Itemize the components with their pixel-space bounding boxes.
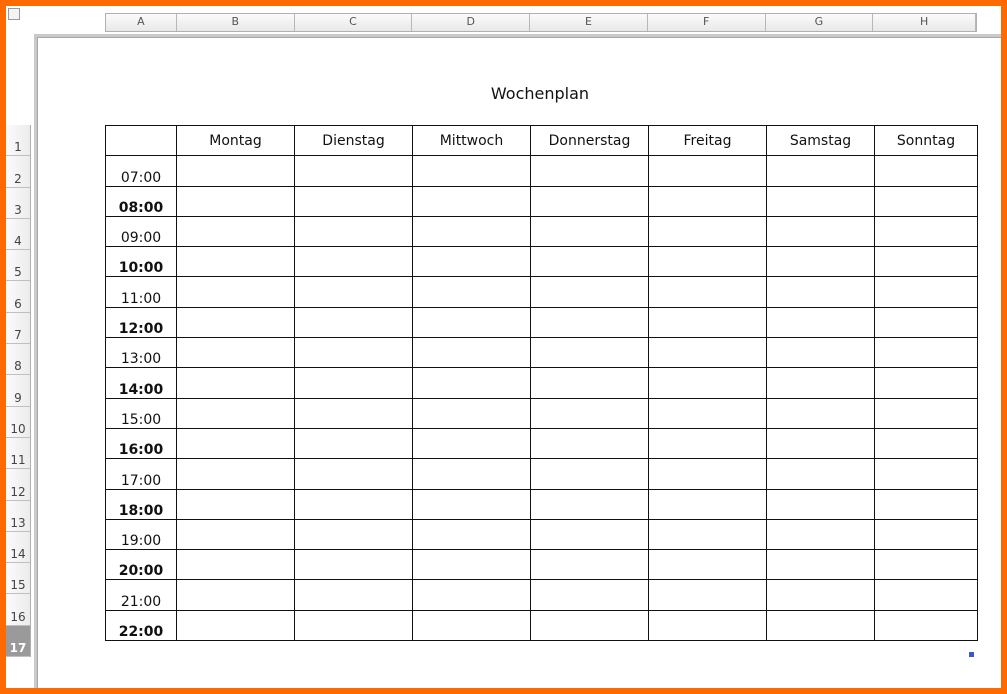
day-header-cell[interactable]: Montag <box>177 126 295 156</box>
schedule-cell[interactable] <box>649 156 767 186</box>
column-header-bar <box>105 13 977 32</box>
schedule-cell[interactable] <box>295 519 413 549</box>
schedule-cell[interactable] <box>649 550 767 580</box>
day-header-cell[interactable]: Sonntag <box>875 126 978 156</box>
schedule-cell[interactable] <box>531 610 649 640</box>
schedule-cell[interactable] <box>875 428 978 458</box>
select-all-corner[interactable] <box>8 8 20 20</box>
schedule-cell[interactable] <box>531 277 649 307</box>
time-cell[interactable]: 07:00 <box>106 156 177 186</box>
schedule-cell[interactable] <box>875 338 978 368</box>
table-row <box>106 307 978 337</box>
schedule-cell[interactable] <box>531 156 649 186</box>
schedule-cell[interactable] <box>413 580 531 610</box>
row-header-14[interactable]: 14 <box>6 532 30 563</box>
schedule-cell[interactable] <box>875 277 978 307</box>
schedule-cell[interactable] <box>177 489 295 519</box>
time-cell[interactable]: 16:00 <box>106 428 177 458</box>
schedule-cell[interactable] <box>413 216 531 246</box>
table-row <box>106 216 978 246</box>
column-header-e[interactable]: E <box>530 14 648 31</box>
schedule-cell[interactable] <box>875 580 978 610</box>
schedule-cell[interactable] <box>177 307 295 337</box>
schedule-cell[interactable] <box>767 580 875 610</box>
schedule-cell[interactable] <box>295 459 413 489</box>
schedule-cell[interactable] <box>413 519 531 549</box>
schedule-cell[interactable] <box>767 247 875 277</box>
table-row <box>106 156 978 186</box>
time-cell[interactable]: 21:00 <box>106 580 177 610</box>
schedule-cell[interactable] <box>413 307 531 337</box>
time-cell[interactable]: 14:00 <box>106 368 177 398</box>
schedule-cell[interactable] <box>177 550 295 580</box>
schedule-cell[interactable] <box>531 398 649 428</box>
table-header-row <box>106 126 978 156</box>
schedule-cell[interactable] <box>649 610 767 640</box>
schedule-cell[interactable] <box>177 398 295 428</box>
schedule-cell[interactable] <box>649 519 767 549</box>
table-row <box>106 519 978 549</box>
fill-handle[interactable] <box>969 652 974 657</box>
schedule-cell[interactable] <box>875 307 978 337</box>
schedule-cell[interactable] <box>295 398 413 428</box>
row-header-17[interactable]: 17 <box>6 626 30 657</box>
schedule-cell[interactable] <box>649 247 767 277</box>
schedule-cell[interactable] <box>295 428 413 458</box>
row-header-3[interactable]: 3 <box>6 188 30 219</box>
schedule-cell[interactable] <box>177 519 295 549</box>
schedule-cell[interactable] <box>875 489 978 519</box>
schedule-cell[interactable] <box>649 428 767 458</box>
row-header-6[interactable]: 6 <box>6 281 30 312</box>
time-cell[interactable]: 20:00 <box>106 550 177 580</box>
schedule-cell[interactable] <box>875 368 978 398</box>
table-row <box>106 398 978 428</box>
schedule-cell[interactable] <box>767 519 875 549</box>
table-row <box>106 338 978 368</box>
schedule-cell[interactable] <box>413 610 531 640</box>
schedule-cell[interactable] <box>531 338 649 368</box>
row-header-10[interactable]: 10 <box>6 407 30 438</box>
column-header-c[interactable]: C <box>295 14 413 31</box>
row-header-15[interactable]: 15 <box>6 563 30 594</box>
schedule-cell[interactable] <box>177 277 295 307</box>
schedule-cell[interactable] <box>767 277 875 307</box>
row-header-16[interactable]: 16 <box>6 594 30 625</box>
table-row <box>106 247 978 277</box>
schedule-cell[interactable] <box>875 459 978 489</box>
schedule-cell[interactable] <box>177 580 295 610</box>
schedule-cell[interactable] <box>649 459 767 489</box>
time-cell[interactable]: 17:00 <box>106 459 177 489</box>
schedule-cell[interactable] <box>649 307 767 337</box>
schedule-cell[interactable] <box>531 186 649 216</box>
schedule-cell[interactable] <box>649 580 767 610</box>
schedule-cell[interactable] <box>875 398 978 428</box>
schedule-cell[interactable] <box>177 338 295 368</box>
schedule-cell[interactable] <box>413 277 531 307</box>
day-header-cell[interactable]: Donnerstag <box>531 126 649 156</box>
schedule-cell[interactable] <box>767 307 875 337</box>
schedule-cell[interactable] <box>767 428 875 458</box>
row-header-5[interactable]: 5 <box>6 250 30 281</box>
schedule-cell[interactable] <box>295 580 413 610</box>
time-cell[interactable]: 10:00 <box>106 247 177 277</box>
column-header-f[interactable]: F <box>648 14 766 31</box>
corner-cell[interactable] <box>106 126 177 156</box>
schedule-cell[interactable] <box>875 550 978 580</box>
schedule-cell[interactable] <box>649 338 767 368</box>
schedule-cell[interactable] <box>875 186 978 216</box>
row-header-8[interactable]: 8 <box>6 344 30 375</box>
schedule-cell[interactable] <box>767 186 875 216</box>
time-cell[interactable]: 18:00 <box>106 489 177 519</box>
schedule-cell[interactable] <box>875 216 978 246</box>
time-cell[interactable]: 15:00 <box>106 398 177 428</box>
schedule-cell[interactable] <box>413 247 531 277</box>
schedule-cell[interactable] <box>875 610 978 640</box>
day-header-cell[interactable]: Dienstag <box>295 126 413 156</box>
schedule-cell[interactable] <box>295 247 413 277</box>
column-header-a[interactable]: A <box>106 14 177 31</box>
table-row <box>106 489 978 519</box>
schedule-cell[interactable] <box>413 186 531 216</box>
schedule-cell[interactable] <box>413 489 531 519</box>
schedule-cell[interactable] <box>531 550 649 580</box>
row-header-13[interactable]: 13 <box>6 501 30 532</box>
schedule-cell[interactable] <box>531 428 649 458</box>
schedule-cell[interactable] <box>649 398 767 428</box>
schedule-cell[interactable] <box>295 277 413 307</box>
schedule-cell[interactable] <box>295 216 413 246</box>
schedule-cell[interactable] <box>295 368 413 398</box>
schedule-cell[interactable] <box>531 580 649 610</box>
time-cell[interactable]: 12:00 <box>106 307 177 337</box>
schedule-cell[interactable] <box>413 428 531 458</box>
schedule-cell[interactable] <box>531 459 649 489</box>
time-cell[interactable]: 09:00 <box>106 216 177 246</box>
schedule-cell[interactable] <box>295 186 413 216</box>
sheet-title[interactable]: Wochenplan <box>490 84 590 103</box>
schedule-cell[interactable] <box>295 550 413 580</box>
schedule-cell[interactable] <box>177 368 295 398</box>
schedule-cell[interactable] <box>649 489 767 519</box>
table-row <box>106 610 978 640</box>
schedule-cell[interactable] <box>767 610 875 640</box>
schedule-cell[interactable] <box>295 489 413 519</box>
schedule-cell[interactable] <box>649 368 767 398</box>
table-row <box>106 459 978 489</box>
schedule-cell[interactable] <box>767 459 875 489</box>
column-header-b[interactable]: B <box>177 14 295 31</box>
schedule-cell[interactable] <box>413 156 531 186</box>
schedule-cell[interactable] <box>413 368 531 398</box>
day-header-cell[interactable]: Freitag <box>649 126 767 156</box>
schedule-cell[interactable] <box>649 277 767 307</box>
schedule-cell[interactable] <box>875 156 978 186</box>
schedule-cell[interactable] <box>531 519 649 549</box>
week-plan-table <box>105 125 978 641</box>
schedule-cell[interactable] <box>531 247 649 277</box>
row-header-1[interactable]: 1 <box>6 125 30 156</box>
time-cell[interactable]: 13:00 <box>106 338 177 368</box>
time-cell[interactable]: 08:00 <box>106 186 177 216</box>
schedule-cell[interactable] <box>767 489 875 519</box>
table-row <box>106 428 978 458</box>
row-header-2[interactable]: 2 <box>6 156 30 187</box>
schedule-cell[interactable] <box>875 519 978 549</box>
schedule-cell[interactable] <box>177 216 295 246</box>
day-header-cell[interactable]: Samstag <box>767 126 875 156</box>
table-row <box>106 550 978 580</box>
schedule-cell[interactable] <box>413 459 531 489</box>
schedule-cell[interactable] <box>177 186 295 216</box>
schedule-cell[interactable] <box>295 338 413 368</box>
schedule-cell[interactable] <box>767 398 875 428</box>
schedule-cell[interactable] <box>295 610 413 640</box>
schedule-cell[interactable] <box>875 247 978 277</box>
schedule-cell[interactable] <box>767 550 875 580</box>
schedule-cell[interactable] <box>413 338 531 368</box>
table-row <box>106 580 978 610</box>
schedule-cell[interactable] <box>767 216 875 246</box>
schedule-cell[interactable] <box>767 156 875 186</box>
schedule-cell[interactable] <box>177 156 295 186</box>
table-row <box>106 277 978 307</box>
time-cell[interactable]: 19:00 <box>106 519 177 549</box>
table-row <box>106 186 978 216</box>
schedule-cell[interactable] <box>177 459 295 489</box>
row-header-9[interactable]: 9 <box>6 375 30 406</box>
schedule-cell[interactable] <box>767 368 875 398</box>
row-header-4[interactable]: 4 <box>6 219 30 250</box>
day-header-cell[interactable]: Mittwoch <box>413 126 531 156</box>
column-header-h[interactable]: H <box>873 14 976 31</box>
schedule-cell[interactable] <box>531 489 649 519</box>
column-header-d[interactable]: D <box>412 14 530 31</box>
schedule-cell[interactable] <box>177 610 295 640</box>
row-header-12[interactable]: 12 <box>6 469 30 500</box>
schedule-cell[interactable] <box>295 307 413 337</box>
table-row <box>106 368 978 398</box>
row-header-bar <box>6 125 31 657</box>
row-header-7[interactable]: 7 <box>6 313 30 344</box>
schedule-cell[interactable] <box>531 216 649 246</box>
schedule-cell[interactable] <box>649 186 767 216</box>
schedule-cell[interactable] <box>649 216 767 246</box>
schedule-cell[interactable] <box>413 550 531 580</box>
schedule-cell[interactable] <box>531 307 649 337</box>
schedule-cell[interactable] <box>177 247 295 277</box>
schedule-cell[interactable] <box>177 428 295 458</box>
spreadsheet-window <box>6 6 1001 688</box>
schedule-cell[interactable] <box>295 156 413 186</box>
schedule-cell[interactable] <box>531 368 649 398</box>
column-header-g[interactable]: G <box>766 14 874 31</box>
row-header-11[interactable]: 11 <box>6 438 30 469</box>
time-cell[interactable]: 11:00 <box>106 277 177 307</box>
time-cell[interactable]: 22:00 <box>106 610 177 640</box>
schedule-cell[interactable] <box>767 338 875 368</box>
schedule-cell[interactable] <box>413 398 531 428</box>
